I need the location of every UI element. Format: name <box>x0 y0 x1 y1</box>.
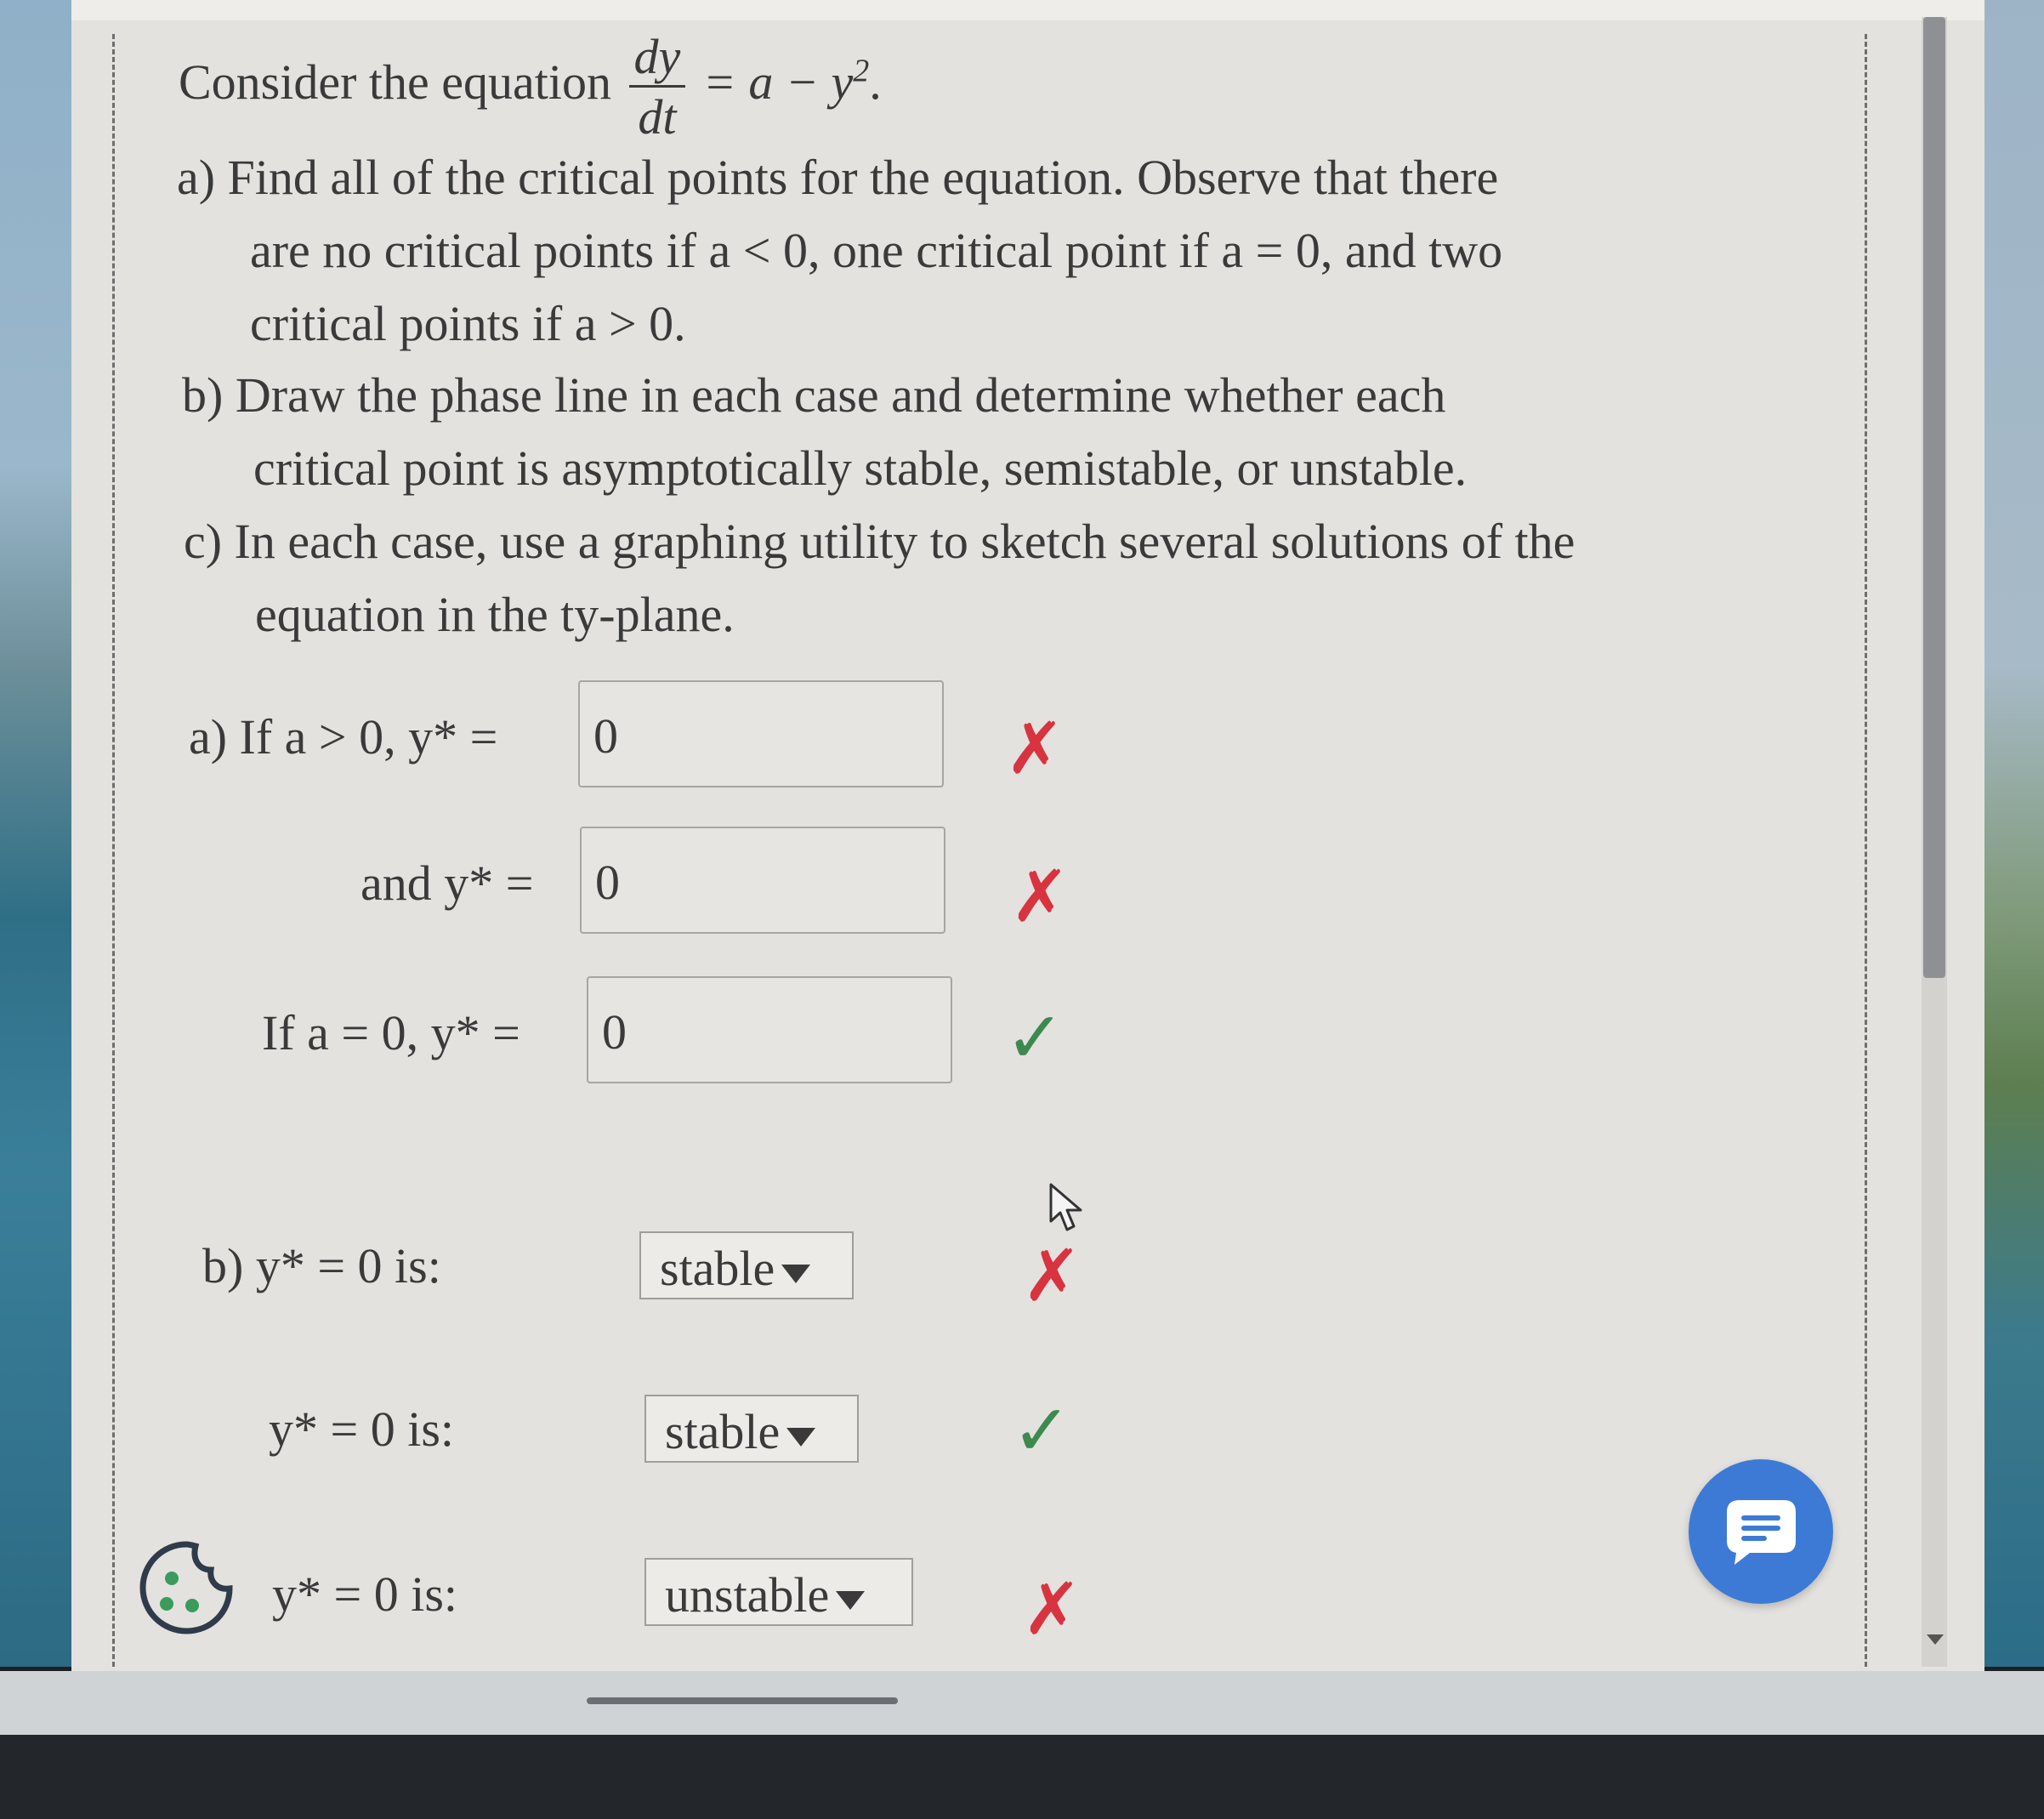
page-top-strip <box>71 0 1984 20</box>
question-border-right <box>1865 34 1867 1667</box>
fraction-numerator: dy <box>629 32 686 88</box>
answer-a3-label: If a = 0, y* = <box>262 1005 520 1060</box>
chat-bubble-icon <box>1689 1459 1833 1604</box>
answer-a1-label: a) If a > 0, y* = <box>189 709 498 765</box>
part-a-line-3: critical points if a > 0. <box>250 296 686 351</box>
stability-select-3[interactable] <box>644 1558 913 1626</box>
cookie-icon[interactable] <box>136 1538 236 1638</box>
part-a-line-1: a) Find all of the critical points for the equation. Observe that there <box>177 150 1499 205</box>
correct-icon: ✓ <box>1005 996 1065 1079</box>
dropdown-arrow-icon <box>786 1428 815 1447</box>
equation-rhs: = a − y <box>702 54 854 110</box>
part-a-line-2: are no critical points if a < 0, one critical point if a = 0, and two <box>250 223 1503 278</box>
part-b-line-1: b) Draw the phase line in each case and determine whether each <box>182 367 1446 423</box>
equation-end: . <box>869 54 882 110</box>
desktop-background-right <box>1984 0 2044 1667</box>
home-indicator[interactable] <box>587 1697 898 1704</box>
answer-a3-value: 0 <box>602 1004 627 1060</box>
part-c-line-1: c) In each case, use a graphing utility to sketch several solutions of the <box>184 514 1576 569</box>
correct-icon: ✓ <box>1012 1389 1072 1472</box>
question-border-left <box>112 34 115 1667</box>
incorrect-icon: ✗ <box>1010 855 1070 938</box>
answer-b3-label: y* = 0 is: <box>272 1566 458 1622</box>
fraction-denominator: dt <box>638 89 677 145</box>
chat-button[interactable] <box>1689 1459 1833 1604</box>
bottom-toolbar <box>0 1671 2044 1735</box>
mouse-pointer-icon <box>1048 1182 1086 1233</box>
derivative-fraction <box>629 29 686 145</box>
scroll-down-arrow-icon[interactable] <box>1927 1634 1944 1645</box>
incorrect-icon: ✗ <box>1005 707 1065 790</box>
scrollbar-thumb[interactable] <box>1923 17 1945 978</box>
answer-b1-label: b) y* = 0 is: <box>202 1238 441 1293</box>
incorrect-icon: ✗ <box>1022 1234 1082 1317</box>
dropdown-arrow-icon <box>836 1591 865 1610</box>
answer-a1-input[interactable] <box>578 680 944 787</box>
monitor-bezel <box>0 1735 2044 1819</box>
equation-intro: Consider the equation <box>179 54 612 110</box>
answer-a3-input[interactable] <box>587 976 952 1083</box>
part-c-line-2: equation in the ty-plane. <box>255 587 735 642</box>
answer-a2-input[interactable] <box>580 827 945 934</box>
stability-select-2-value: stable <box>665 1404 781 1459</box>
part-b-line-2: critical point is asymptotically stable, semistable, or unstable. <box>253 441 1468 496</box>
equation-line <box>179 29 882 145</box>
equation-exponent: 2 <box>853 53 870 89</box>
answer-b2-label: y* = 0 is: <box>269 1401 455 1457</box>
incorrect-icon: ✗ <box>1022 1567 1082 1651</box>
stability-select-1[interactable] <box>639 1231 854 1299</box>
stability-select-1-value: stable <box>660 1241 775 1296</box>
dropdown-arrow-icon <box>781 1265 810 1283</box>
answer-a2-label: and y* = <box>361 855 534 911</box>
stability-select-2[interactable] <box>644 1395 859 1463</box>
answer-a2-value: 0 <box>595 855 620 910</box>
stability-select-3-value: unstable <box>665 1567 830 1623</box>
answer-a1-value: 0 <box>593 708 618 764</box>
